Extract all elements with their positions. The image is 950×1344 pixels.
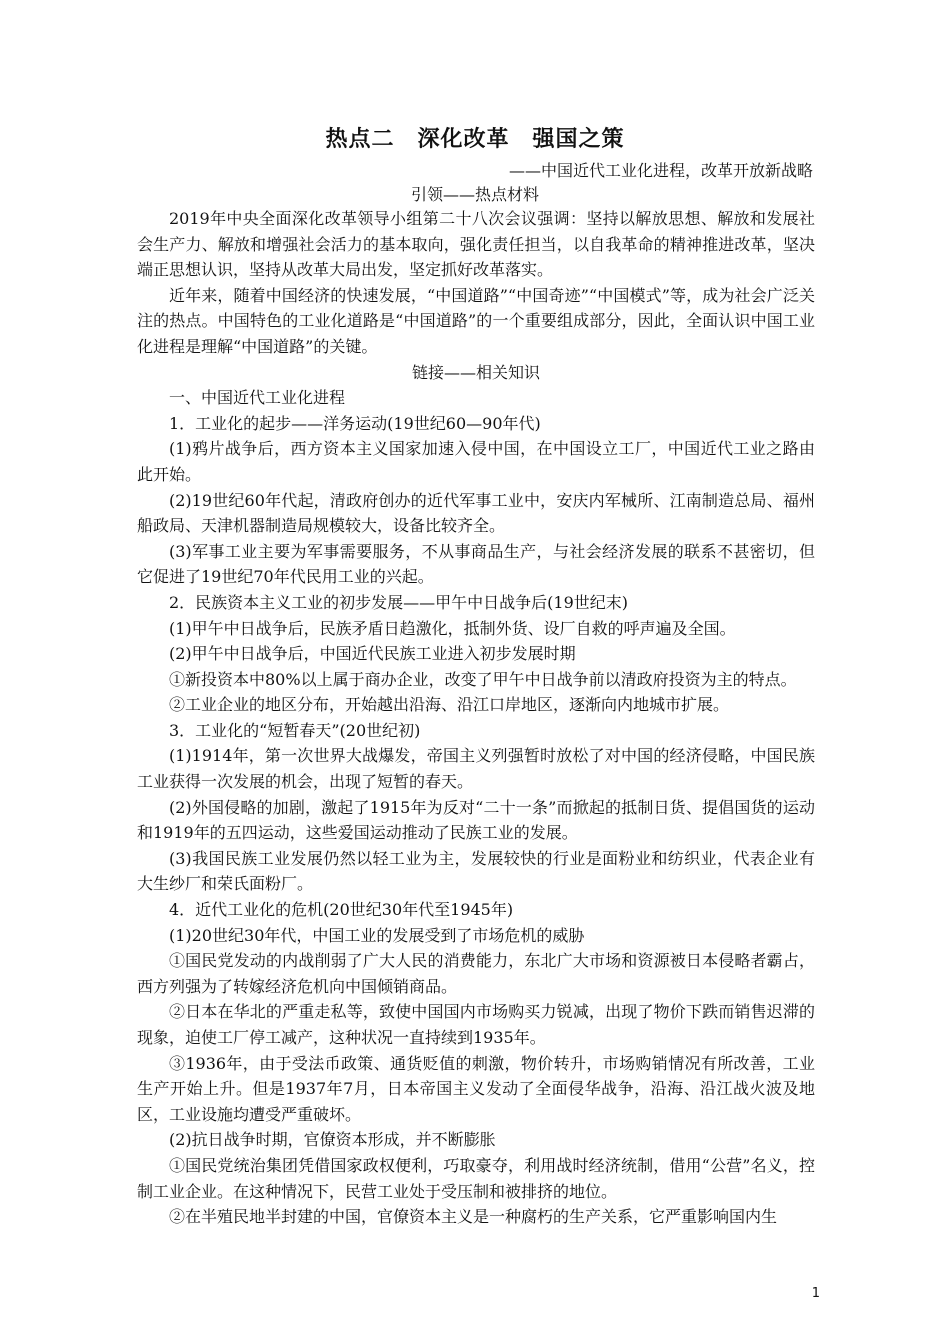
subheading: 1．工业化的起步——洋务运动(19世纪60—90年代): [169, 413, 541, 433]
paragraph: (1)20世纪30年代，中国工业的发展受到了市场危机的威胁: [169, 925, 585, 945]
paragraph: (2)外国侵略的加剧，激起了1915年为反对“二十一条”而掀起的抵制日货、提倡国货的运动和1919年的五四运动，这些爱国运动推动了民族工业的发展。: [137, 797, 815, 843]
paragraph: ①国民党统治集团凭借国家政权便利，巧取豪夺，利用战时经济统制，借用“公营”名义，控制工业企业。在这种情况下，民营工业处于受压制和被排挤的地位。: [137, 1155, 815, 1201]
heading-modern-industrialization: 一、中国近代工业化进程: [169, 388, 346, 408]
paragraph: ②工业企业的地区分布，开始越出沿海、沿江口岸地区，逐渐向内地城市扩展。: [169, 695, 730, 715]
paragraph: (1)鸦片战争后，西方资本主义国家加速入侵中国，在中国设立工厂，中国近代工业之路由此开始。: [137, 439, 815, 484]
paragraph: 近年来，随着中国经济的快速发展，“中国道路”“中国奇迹”“中国模式”等，成为社会广泛关注的热点。中国特色的工业化道路是“中国道路”的一个重要组成部分，因此，全面认识中国工业化进程是理解“中国道路”的关键。: [137, 285, 815, 356]
document-body: [137, 206, 815, 1230]
paragraph: (2)抗日战争时期，官僚资本形成，并不断膨胀: [169, 1130, 496, 1150]
paragraph: ②在半殖民地半封建的中国，官僚资本主义是一种腐朽的生产关系，它严重影响国内生: [169, 1207, 778, 1227]
paragraph: (2)19世纪60年代起，清政府创办的近代军事工业中，安庆内军械所、江南制造总局、福州船政局、天津机器制造局规模较大，设备比较齐全。: [137, 490, 815, 536]
section-heading-knowledge: 链接——相关知识: [411, 362, 540, 382]
paragraph: ②日本在华北的严重走私等，致使中国国内市场购买力锐减，出现了物价下跌而销售迟滞的现象，迫使工厂停工减产，这种状况一直持续到1935年。: [137, 1002, 815, 1047]
subheading: 4．近代工业化的危机(20世纪30年代至1945年): [169, 900, 514, 920]
paragraph: (3)我国民族工业发展仍然以轻工业为主，发展较快的行业是面粉业和纺织业，代表企业有大生纱厂和荣氏面粉厂。: [137, 848, 815, 894]
section-heading-hot-material: 引领——热点材料: [410, 185, 539, 204]
subheading: 2．民族资本主义工业的初步发展——甲午中日战争后(19世纪末): [169, 592, 629, 612]
paragraph: 2019年中央全面深化改革领导小组第二十八次会议强调：坚持以解放思想、解放和发展社会生产力、解放和增强社会活力的基本取向，强化责任担当，以自我革命的精神推进改革，坚决端正思想认识，坚持从改革大局出发，坚定抓好改革落实。: [137, 209, 815, 280]
subheading: 3．工业化的“短暂春天”(20世纪初): [169, 720, 421, 740]
document-subtitle: ——中国近代工业化进程，改革开放新战略: [508, 161, 813, 180]
paragraph: (2)甲午中日战争后，中国近代民族工业进入初步发展时期: [169, 644, 576, 664]
page-number: 1: [811, 1286, 820, 1301]
paragraph: ①新投资本中80%以上属于商办企业，改变了甲午中日战争前以清政府投资为主的特点。: [169, 669, 797, 689]
paragraph: ①国民党发动的内战削弱了广大人民的消费能力，东北广大市场和资源被日本侵略者霸占，西方列强为了转嫁经济危机向中国倾销商品。: [137, 951, 815, 996]
paragraph: (1)甲午中日战争后，民族矛盾日趋激化，抵制外货、设厂自救的呼声遍及全国。: [169, 618, 736, 638]
paragraph: (1)1914年，第一次世界大战爆发，帝国主义列强暂时放松了对中国的经济侵略，中国民族工业获得一次发展的机会，出现了短暂的春天。: [137, 746, 815, 792]
document-title: 热点二 深化改革 强国之策: [325, 126, 625, 152]
paragraph: ③1936年，由于受法币政策、通货贬值的刺激，物价转升，市场购销情况有所改善，工业生产开始上升。但是1937年7月，日本帝国主义发动了全面侵华战争，沿海、沿江战火波及地区，工业设施均遭受严重破坏。: [137, 1053, 815, 1124]
paragraph: (3)军事工业主要为军事需要服务，不从事商品生产，与社会经济发展的联系不甚密切，但它促进了19世纪70年代民用工业的兴起。: [137, 541, 815, 587]
